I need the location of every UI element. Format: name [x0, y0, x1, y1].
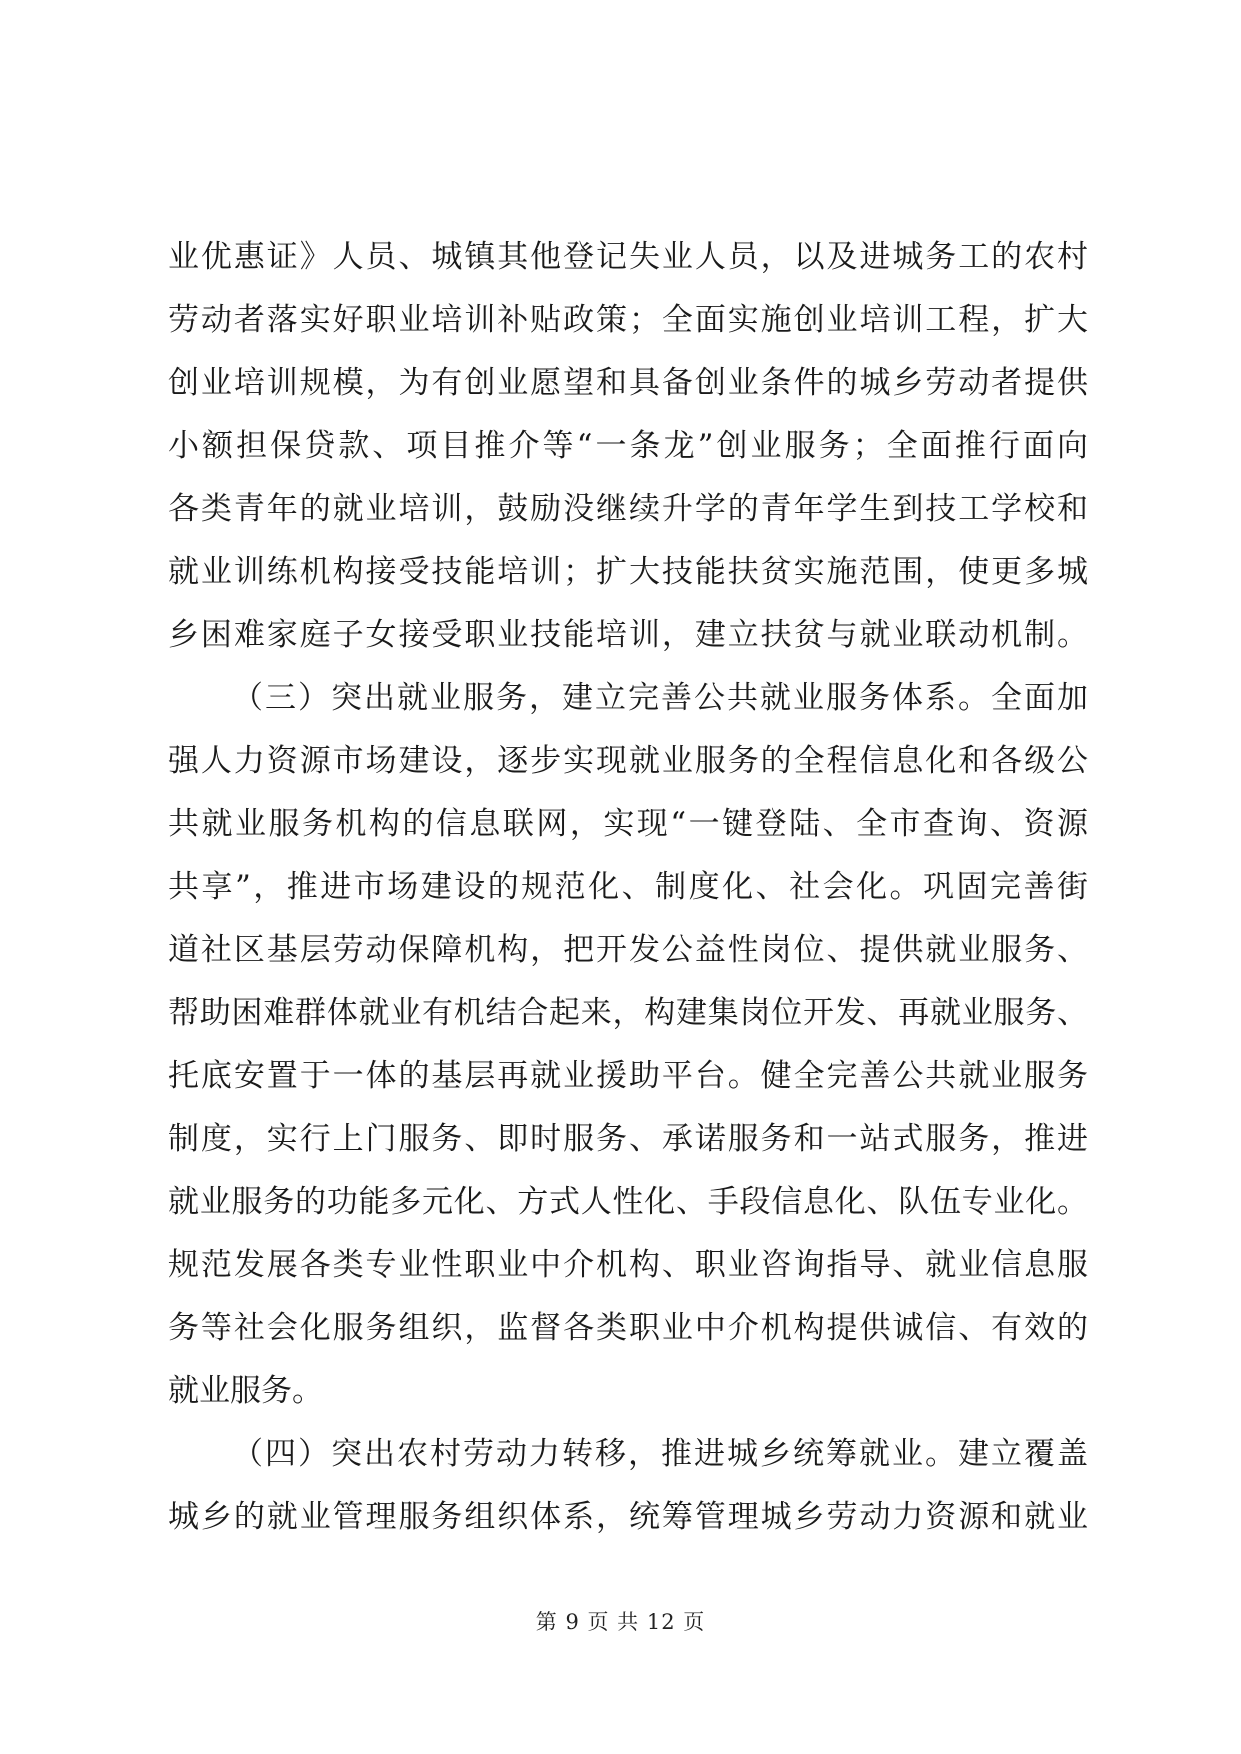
text-line: 乡困难家庭子女接受职业技能培训，建立扶贫与就业联动机制。: [168, 617, 1088, 653]
text-line: 帮助困难群体就业有机结合起来，构建集岗位开发、再就业服务、: [168, 995, 1088, 1031]
text-line: 劳动者落实好职业培训补贴政策；全面实施创业培训工程，扩大: [168, 302, 1088, 338]
text-line: 创业培训规模，为有创业愿望和具备创业条件的城乡劳动者提供: [168, 365, 1088, 401]
text-line: 业优惠证》人员、城镇其他登记失业人员，以及进城务工的农村: [168, 239, 1088, 275]
document-body: [168, 226, 1088, 1549]
text-line: 托底安置于一体的基层再就业援助平台。健全完善公共就业服务: [168, 1058, 1088, 1094]
text-line: 各类青年的就业培训，鼓励没继续升学的青年学生到技工学校和: [168, 491, 1088, 527]
text-line: 强人力资源市场建设，逐步实现就业服务的全程信息化和各级公: [168, 743, 1088, 779]
text-line: 城乡的就业管理服务组织体系，统筹管理城乡劳动力资源和就业: [168, 1499, 1088, 1535]
text-line: 就业服务。: [168, 1373, 323, 1409]
text-line: 就业训练机构接受技能培训；扩大技能扶贫实施范围，使更多城: [168, 554, 1088, 590]
text-line: 共享”，推进市场建设的规范化、制度化、社会化。巩固完善街: [168, 869, 1088, 905]
text-line: 制度，实行上门服务、即时服务、承诺服务和一站式服务，推进: [168, 1121, 1088, 1157]
text-line: 共就业服务机构的信息联网，实现“一键登陆、全市查询、资源: [168, 806, 1088, 842]
text-line: 规范发展各类专业性职业中介机构、职业咨询指导、就业信息服: [168, 1247, 1088, 1283]
text-line: 就业服务的功能多元化、方式人性化、手段信息化、队伍专业化。: [168, 1184, 1088, 1220]
text-line: 道社区基层劳动保障机构，把开发公益性岗位、提供就业服务、: [168, 932, 1088, 968]
page-number-footer: 第 9 页 共 12 页: [535, 1610, 706, 1634]
section-heading-line: （三）突出就业服务，建立完善公共就业服务体系。全面加: [232, 680, 1088, 716]
text-line: 小额担保贷款、项目推介等“一条龙”创业服务；全面推行面向: [168, 428, 1088, 464]
text-line: 务等社会化服务组织，监督各类职业中介机构提供诚信、有效的: [168, 1310, 1088, 1346]
section-heading-line: （四）突出农村劳动力转移，推进城乡统筹就业。建立覆盖: [232, 1436, 1088, 1472]
